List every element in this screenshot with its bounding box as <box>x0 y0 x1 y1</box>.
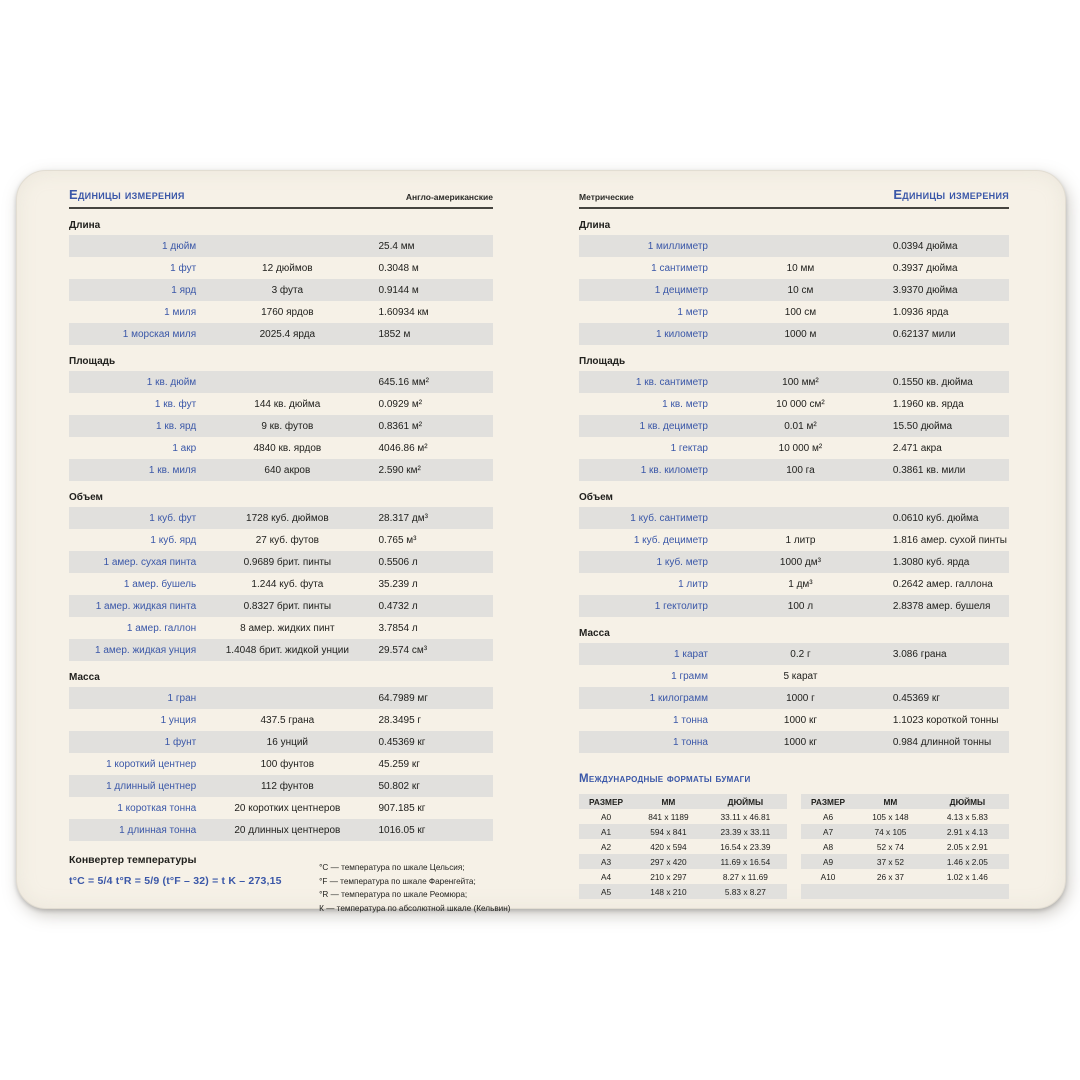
table-row <box>579 731 1009 753</box>
unit-cell: 1 ярд <box>171 284 197 296</box>
table-row <box>579 235 1009 257</box>
section-title: Масса <box>69 672 100 683</box>
value-cell: 2.8378 амер. бушеля <box>892 600 991 612</box>
left-unit-sections <box>69 220 493 841</box>
equivalent-cell: 1728 куб. дюймов <box>246 512 329 524</box>
planner-spread <box>16 170 1066 913</box>
paper-table-row <box>801 809 1009 824</box>
unit-cell: 1 кв. сантиметр <box>635 376 708 388</box>
right-page-header <box>579 187 1009 209</box>
paper-table-row <box>579 809 787 824</box>
unit-cell: 1 грамм <box>671 670 708 682</box>
equivalent-cell: 100 см <box>784 306 817 318</box>
paper-table-row <box>579 869 787 884</box>
unit-cell: 1 куб. ярд <box>150 534 197 546</box>
value-cell: 28.3495 г <box>378 714 422 726</box>
paper-mm-cell: 841 x 1189 <box>648 811 689 822</box>
paper-table-a0-a5 <box>579 794 787 899</box>
unit-cell: 1 амер. бушель <box>123 578 197 590</box>
unit-cell: 1 длинный центнер <box>106 780 197 792</box>
table-row <box>579 279 1009 301</box>
value-cell: 0.3861 кв. мили <box>892 464 966 476</box>
unit-cell: 1 амер. жидкая унция <box>95 644 197 656</box>
paper-inch-cell: 2.91 x 4.13 <box>946 826 988 837</box>
paper-table-row <box>801 824 1009 839</box>
value-cell: 4046.86 м² <box>378 442 428 454</box>
equivalent-cell: 10 мм <box>786 262 815 274</box>
paper-inch-cell: 16.54 x 23.39 <box>720 841 771 852</box>
equivalent-cell: 1000 кг <box>783 714 817 726</box>
paper-table-row <box>579 854 787 869</box>
table-row <box>69 819 493 841</box>
value-cell: 64.7989 мг <box>378 692 428 704</box>
paper-size-cell: A9 <box>822 856 834 867</box>
table-row <box>579 551 1009 573</box>
paper-size-cell: A3 <box>600 856 612 867</box>
unit-cell: 1 куб. метр <box>656 556 708 568</box>
table-row <box>579 595 1009 617</box>
paper-table-header <box>801 794 1009 809</box>
temperature-converter-title: Конвертер температуры <box>69 854 197 866</box>
table-row <box>69 775 493 797</box>
paper-inch-cell: 23.39 x 33.11 <box>720 826 771 837</box>
table-row <box>69 617 493 639</box>
equivalent-cell: 100 мм² <box>782 376 819 388</box>
value-cell: 0.45369 кг <box>892 692 940 704</box>
equivalent-cell: 640 акров <box>264 464 311 476</box>
table-row <box>579 665 1009 687</box>
paper-table-row <box>579 824 787 839</box>
table-row <box>69 753 493 775</box>
unit-cell: 1 метр <box>677 306 708 318</box>
right-page <box>579 187 1009 899</box>
equivalent-cell: 4840 кв. ярдов <box>253 442 322 454</box>
equivalent-cell: 10 см <box>787 284 814 296</box>
value-cell: 0.0929 м² <box>378 398 423 410</box>
unit-cell: 1 фунт <box>164 736 197 748</box>
table-row <box>579 371 1009 393</box>
paper-mm-cell: 52 x 74 <box>876 841 905 852</box>
conversion-table <box>579 643 1009 753</box>
paper-inch-cell: 2.05 x 2.91 <box>946 841 988 852</box>
paper-inch-cell: 8.27 x 11.69 <box>722 871 768 882</box>
temperature-converter-main <box>69 854 319 915</box>
table-row <box>69 731 493 753</box>
temperature-formula: t°C = 5/4 t°R = 5/9 (t°F – 32) = t K – 273,15 <box>69 875 282 887</box>
value-cell: 0.5506 л <box>378 556 418 568</box>
left-page <box>69 187 511 915</box>
paper-size-cell: A6 <box>822 811 834 822</box>
unit-cell: 1 кв. ярд <box>156 420 197 432</box>
paper-mm-cell: 26 x 37 <box>876 871 905 882</box>
paper-formats-title: Международные форматы бумаги <box>579 773 751 785</box>
paper-mm-cell: 148 x 210 <box>650 886 687 897</box>
paper-table-row <box>579 839 787 854</box>
value-cell: 1.1960 кв. ярда <box>892 398 964 410</box>
table-row <box>69 709 493 731</box>
equivalent-cell: 10 000 см² <box>776 398 825 410</box>
paper-format-tables <box>579 794 1009 899</box>
right-unit-sections <box>579 220 1009 753</box>
equivalent-cell: 8 амер. жидких пинт <box>240 622 335 634</box>
value-cell: 2.590 км² <box>378 464 421 476</box>
conversion-table <box>69 235 493 345</box>
paper-mm-cell: 594 x 841 <box>650 826 687 837</box>
equivalent-cell: 100 фунтов <box>260 758 315 770</box>
equivalent-cell: 100 га <box>786 464 815 476</box>
equivalent-cell: 10 000 м² <box>778 442 823 454</box>
value-cell: 3.9370 дюйма <box>892 284 958 296</box>
paper-mm-cell: 420 x 594 <box>650 841 687 852</box>
equivalent-cell: 0.8327 брит. пинты <box>243 600 332 612</box>
unit-cell: 1 километр <box>655 328 708 340</box>
table-row <box>579 437 1009 459</box>
paper-table-header <box>579 794 787 809</box>
value-cell: 0.62137 мили <box>892 328 956 340</box>
paper-column-header: ММ <box>661 796 676 807</box>
paper-column-header: РАЗМЕР <box>589 796 624 807</box>
equivalent-cell: 1 дм³ <box>788 578 813 590</box>
paper-size-cell: A7 <box>822 826 834 837</box>
unit-cell: 1 куб. сантиметр <box>630 512 708 524</box>
equivalent-cell: 1760 ярдов <box>261 306 314 318</box>
section-title: Объем <box>579 492 613 503</box>
value-cell: 3.7854 л <box>378 622 418 634</box>
unit-cell: 1 куб. фут <box>149 512 197 524</box>
equivalent-cell: 144 кв. дюйма <box>254 398 321 410</box>
equivalent-cell: 0.2 г <box>790 648 811 660</box>
paper-mm-cell: 74 x 105 <box>874 826 907 837</box>
value-cell: 1.3080 куб. ярда <box>892 556 970 568</box>
section-title: Длина <box>69 220 101 231</box>
unit-cell: 1 миллиметр <box>647 240 708 252</box>
section-title: Длина <box>579 220 611 231</box>
value-cell: 0.2642 амер. галлона <box>892 578 993 590</box>
section-title: Площадь <box>579 356 626 367</box>
value-cell: 0.4732 л <box>378 600 418 612</box>
equivalent-cell: 27 куб. футов <box>255 534 319 546</box>
equivalent-cell: 1000 дм³ <box>779 556 821 568</box>
right-page-subtitle: Метрические <box>579 192 634 202</box>
table-row <box>579 507 1009 529</box>
table-row <box>69 529 493 551</box>
table-row <box>579 573 1009 595</box>
value-cell: 0.3937 дюйма <box>892 262 958 274</box>
unit-cell: 1 кв. дециметр <box>639 420 708 432</box>
temperature-note: °C — температура по шкале Цельсия; <box>319 863 465 872</box>
unit-cell: 1 гектар <box>670 442 708 454</box>
paper-mm-cell: 105 x 148 <box>872 811 909 822</box>
paper-size-cell: A2 <box>600 841 612 852</box>
table-row <box>69 595 493 617</box>
table-row <box>69 415 493 437</box>
equivalent-cell: 1.244 куб. фута <box>251 578 324 590</box>
table-row <box>69 257 493 279</box>
paper-size-cell: A5 <box>600 886 612 897</box>
value-cell: 35.239 л <box>378 578 418 590</box>
equivalent-cell: 20 коротких центнеров <box>234 802 341 814</box>
value-cell: 29.574 см³ <box>378 644 428 656</box>
equivalent-cell: 1000 кг <box>783 736 817 748</box>
unit-cell: 1 кв. миля <box>148 464 197 476</box>
unit-cell: 1 кв. метр <box>662 398 708 410</box>
equivalent-cell: 1 литр <box>785 534 816 546</box>
table-row <box>69 551 493 573</box>
table-row <box>579 643 1009 665</box>
table-row <box>69 235 493 257</box>
table-row <box>69 687 493 709</box>
paper-inch-cell: 4.13 x 5.83 <box>946 811 988 822</box>
table-row <box>579 459 1009 481</box>
paper-size-cell: A10 <box>820 871 836 882</box>
conversion-table <box>579 507 1009 617</box>
value-cell: 0.3048 м <box>378 262 419 274</box>
unit-cell: 1 тонна <box>673 736 708 748</box>
table-row <box>579 529 1009 551</box>
table-row <box>69 301 493 323</box>
value-cell: 3.086 грана <box>892 648 947 660</box>
paper-table-row <box>801 884 1009 899</box>
unit-cell: 1 короткая тонна <box>117 802 197 814</box>
unit-cell: 1 амер. жидкая пинта <box>95 600 197 612</box>
table-row <box>69 639 493 661</box>
paper-column-header: РАЗМЕР <box>811 796 846 807</box>
unit-cell: 1 акр <box>172 442 197 454</box>
right-page-title: Единицы измерения <box>893 187 1009 202</box>
paper-table-row <box>801 839 1009 854</box>
paper-inch-cell: 33.11 x 46.81 <box>720 811 771 822</box>
left-page-header <box>69 187 493 209</box>
equivalent-cell: 16 унций <box>266 736 308 748</box>
table-row <box>579 301 1009 323</box>
unit-cell: 1 амер. галлон <box>126 622 197 634</box>
value-cell: 2.471 акра <box>892 442 942 454</box>
value-cell: 1016.05 кг <box>378 824 426 836</box>
value-cell: 0.9144 м <box>378 284 419 296</box>
equivalent-cell: 5 карат <box>783 670 818 682</box>
value-cell: 0.1550 кв. дюйма <box>892 376 973 388</box>
table-row <box>579 709 1009 731</box>
paper-table-row <box>801 869 1009 884</box>
unit-cell: 1 гран <box>167 692 197 704</box>
unit-cell: 1 кв. дюйм <box>146 376 197 388</box>
unit-cell: 1 длинная тонна <box>119 824 197 836</box>
equivalent-cell: 1000 г <box>786 692 815 704</box>
value-cell: 0.984 длинной тонны <box>892 736 992 748</box>
equivalent-cell: 112 фунтов <box>260 780 314 792</box>
paper-mm-cell: 297 x 420 <box>650 856 687 867</box>
value-cell: 28.317 дм³ <box>378 512 428 524</box>
conversion-table <box>69 371 493 481</box>
section-title: Объем <box>69 492 103 503</box>
paper-formats-block <box>579 773 1009 899</box>
temperature-note: К — температура по абсолютной шкале (Кельвин) <box>319 903 511 913</box>
paper-table-row <box>579 884 787 899</box>
table-row <box>69 573 493 595</box>
equivalent-cell: 1000 м <box>784 328 817 340</box>
unit-cell: 1 сантиметр <box>651 262 708 274</box>
value-cell: 0.8361 м² <box>378 420 423 432</box>
paper-column-header: ДЮЙМЫ <box>949 796 986 807</box>
paper-size-cell: A0 <box>600 811 612 822</box>
paper-size-cell: A8 <box>822 841 834 852</box>
conversion-table <box>69 687 493 841</box>
unit-cell: 1 фут <box>170 262 197 274</box>
table-row <box>579 257 1009 279</box>
left-page-title: Единицы измерения <box>69 187 185 202</box>
table-row <box>69 279 493 301</box>
value-cell: 0.45369 кг <box>378 736 426 748</box>
value-cell: 1.1023 короткой тонны <box>892 714 999 726</box>
value-cell: 1.0936 ярда <box>892 306 949 318</box>
section-title: Площадь <box>69 356 116 367</box>
value-cell: 0.0394 дюйма <box>892 240 958 252</box>
value-cell: 1.816 амер. сухой пинты <box>892 534 1007 546</box>
equivalent-cell: 100 л <box>787 600 814 612</box>
value-cell: 1.60934 км <box>378 306 429 318</box>
unit-cell: 1 короткий центнер <box>106 758 197 770</box>
value-cell: 25.4 мм <box>378 240 415 252</box>
unit-cell: 1 дюйм <box>162 240 197 252</box>
value-cell: 645.16 мм² <box>378 376 429 388</box>
value-cell: 15.50 дюйма <box>892 420 953 432</box>
temperature-note: °R — температура по шкале Реомюра; <box>319 890 468 899</box>
table-row <box>579 687 1009 709</box>
table-row <box>69 323 493 345</box>
paper-mm-cell: 210 x 297 <box>650 871 687 882</box>
table-row <box>69 797 493 819</box>
value-cell: 1852 м <box>378 328 411 340</box>
table-row <box>579 393 1009 415</box>
temperature-scale-notes <box>319 854 511 915</box>
paper-inch-cell: 11.69 x 16.54 <box>720 856 771 867</box>
equivalent-cell: 12 дюймов <box>262 262 313 274</box>
unit-cell: 1 миля <box>164 306 197 318</box>
paper-inch-cell: 1.46 x 2.05 <box>946 856 988 867</box>
paper-mm-cell: 37 x 52 <box>876 856 905 867</box>
unit-cell: 1 кв. километр <box>640 464 708 476</box>
table-row <box>69 437 493 459</box>
value-cell: 907.185 кг <box>378 802 426 814</box>
paper-table-row <box>801 854 1009 869</box>
equivalent-cell: 9 кв. футов <box>261 420 314 432</box>
paper-inch-cell: 5.83 x 8.27 <box>724 886 766 897</box>
conversion-table <box>69 507 493 661</box>
unit-cell: 1 куб. дециметр <box>633 534 708 546</box>
unit-cell: 1 тонна <box>673 714 708 726</box>
table-row <box>69 507 493 529</box>
equivalent-cell: 2025.4 ярда <box>259 328 316 340</box>
temperature-converter <box>69 854 511 915</box>
table-row <box>579 323 1009 345</box>
value-cell: 45.259 кг <box>378 758 420 770</box>
table-row <box>579 415 1009 437</box>
unit-cell: 1 амер. сухая пинта <box>103 556 197 568</box>
table-row <box>69 393 493 415</box>
table-row <box>69 459 493 481</box>
value-cell: 0.765 м³ <box>378 534 417 546</box>
unit-cell: 1 дециметр <box>654 284 708 296</box>
conversion-table <box>579 235 1009 345</box>
unit-cell: 1 морская миля <box>122 328 197 340</box>
equivalent-cell: 1.4048 брит. жидкой унции <box>225 644 349 656</box>
equivalent-cell: 437.5 грана <box>260 714 315 726</box>
left-page-subtitle: Англо-американские <box>405 192 493 202</box>
unit-cell: 1 унция <box>160 714 197 726</box>
unit-cell: 1 литр <box>678 578 708 590</box>
equivalent-cell: 0.01 м² <box>784 420 817 432</box>
paper-inch-cell: 1.02 x 1.46 <box>946 871 988 882</box>
table-row <box>69 371 493 393</box>
value-cell: 50.802 кг <box>378 780 420 792</box>
unit-cell: 1 карат <box>674 648 708 660</box>
equivalent-cell: 20 длинных центнеров <box>234 824 341 836</box>
section-title: Масса <box>579 628 610 639</box>
temperature-note: °F — температура по шкале Фаренгейта; <box>319 876 476 886</box>
paper-size-cell: A1 <box>600 826 612 837</box>
equivalent-cell: 0.9689 брит. пинты <box>243 556 332 568</box>
paper-size-cell: A4 <box>600 871 612 882</box>
unit-cell: 1 гектолитр <box>654 600 708 612</box>
unit-cell: 1 кв. фут <box>154 398 197 410</box>
equivalent-cell: 3 фута <box>271 284 304 296</box>
unit-cell: 1 килограмм <box>649 692 708 704</box>
conversion-table <box>579 371 1009 481</box>
paper-column-header: ММ <box>883 796 898 807</box>
paper-column-header: ДЮЙМЫ <box>727 796 764 807</box>
value-cell: 0.0610 куб. дюйма <box>892 512 979 524</box>
paper-table-a6-a10 <box>801 794 1009 899</box>
